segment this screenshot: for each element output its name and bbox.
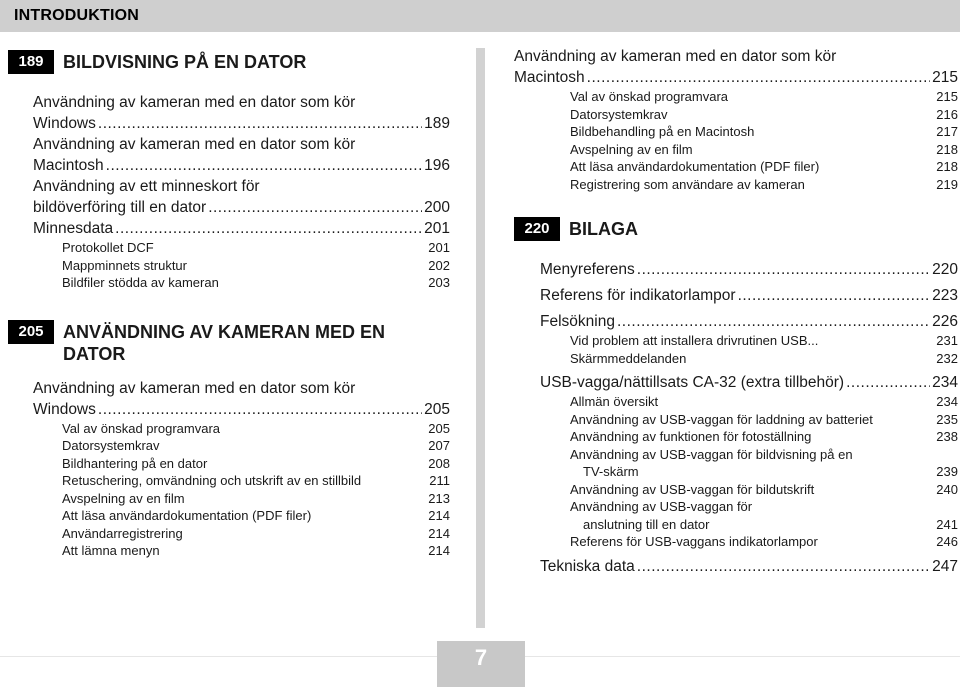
toc-subentry-text: Skärmmeddelanden — [570, 350, 687, 366]
toc-subentry-text: Att läsa användardokumentation (PDF filer) — [62, 508, 312, 523]
leader-dots — [208, 197, 422, 218]
toc-subentry-text: Att lämna menyn — [62, 543, 160, 558]
page-number-box — [437, 641, 525, 687]
toc-entry-text: Felsökning — [540, 313, 615, 330]
toc-subentry-text: Användning av funktionen för fotoställning — [570, 429, 812, 444]
toc-entry-page: 201 — [424, 220, 450, 237]
section-title-continued: DATOR — [63, 343, 126, 364]
leader-dots — [637, 556, 930, 577]
toc-entry-text: Macintosh — [33, 157, 104, 174]
toc-entry-text: bildöverföring till en dator — [33, 199, 207, 216]
toc-subentry[interactable] — [514, 176, 958, 194]
section-page-badge: 189 — [8, 50, 54, 74]
toc-entry[interactable] — [514, 46, 958, 193]
toc-subentry[interactable] — [514, 106, 958, 124]
toc-subentry-page: 214 — [428, 543, 450, 558]
toc-subentry-page: 208 — [428, 455, 450, 471]
toc-subentry-page: 211 — [429, 473, 450, 488]
section-header-bar — [0, 0, 960, 32]
toc-entry-page: 220 — [932, 261, 958, 278]
leader-dots — [846, 372, 930, 393]
section-title: BILAGA — [569, 219, 638, 239]
toc-entry-page: 200 — [424, 199, 450, 216]
toc-subentry-text: Bildhantering på en dator — [62, 455, 208, 471]
toc-entry-page: 247 — [932, 557, 958, 575]
toc-subentry-text: Val av önskad programvara — [62, 420, 221, 436]
toc-subentry-text-continued: TV-skärm — [583, 464, 639, 479]
toc-subentry[interactable] — [8, 525, 450, 543]
toc-subentry-page: 214 — [428, 508, 450, 523]
toc-entry-text: USB-vagga/nättillsats CA-32 (extra tillbehör) — [540, 374, 845, 391]
toc-entry[interactable] — [8, 378, 450, 560]
toc-subentry-text: Retuschering, omvändning och utskrift av en stillbild — [62, 473, 362, 488]
toc-subentry[interactable] — [8, 239, 450, 257]
toc-subentry-page: 241 — [936, 516, 958, 532]
toc-subentry[interactable] — [8, 420, 450, 438]
toc-entry-page: 196 — [424, 157, 450, 174]
toc-entry[interactable] — [514, 259, 958, 280]
toc-subentry[interactable] — [514, 393, 958, 411]
toc-subentry-text: Att läsa användardokumentation (PDF filer) — [570, 159, 820, 174]
page-number: 7 — [474, 645, 488, 670]
toc-subentry-text: Datorsystemkrav — [570, 106, 668, 122]
toc-subentry[interactable] — [8, 542, 450, 560]
toc-subentry-page: 215 — [936, 89, 958, 104]
toc-subentry-page: 216 — [936, 106, 958, 122]
toc-entry-page: 226 — [932, 313, 958, 330]
toc-subentry-text: Referens för USB-vaggans indikatorlampor — [570, 534, 818, 549]
section-page-badge: 220 — [514, 217, 560, 241]
toc-subentry-page: 218 — [936, 141, 958, 157]
toc-subentry-page: 240 — [936, 481, 958, 497]
toc-subentry[interactable] — [514, 428, 958, 446]
toc-section-heading — [8, 50, 450, 78]
toc-subentry-text: Användning av USB-vaggan för bildvisning på en — [570, 446, 853, 462]
toc-entry-text: Macintosh — [514, 69, 585, 86]
toc-subentry[interactable] — [8, 507, 450, 525]
toc-entry-first-line: Användning av ett minneskort för — [33, 178, 260, 195]
toc-subentry-page: 202 — [428, 257, 450, 273]
toc-subentry-page: 214 — [428, 525, 450, 541]
toc-left-column — [8, 48, 450, 560]
toc-subentry-page: 234 — [936, 394, 958, 409]
toc-entry[interactable] — [8, 218, 450, 292]
toc-entry-page: 205 — [424, 400, 450, 418]
toc-subentry-text: Datorsystemkrav — [62, 438, 160, 453]
toc-subentry[interactable] — [514, 332, 958, 350]
toc-subentry[interactable] — [514, 350, 958, 368]
toc-subentry-page: 207 — [428, 438, 450, 453]
toc-subentry-text: Avspelning av en film — [570, 141, 693, 157]
leader-dots — [98, 399, 422, 420]
toc-entry-text: Referens för indikatorlampor — [540, 287, 736, 304]
toc-subentry[interactable] — [8, 490, 450, 508]
section-title: ANVÄNDNING AV KAMERAN MED EN — [63, 321, 386, 342]
toc-subentry-text: Registrering som användare av kameran — [570, 176, 805, 192]
toc-subentry-text: Vid problem att installera drivrutinen USB... — [570, 333, 819, 348]
toc-entry-text: Tekniska data — [540, 557, 635, 575]
toc-subentry[interactable] — [8, 257, 450, 275]
toc-entry-text: Menyreferens — [540, 261, 635, 278]
column-divider — [476, 48, 485, 628]
toc-subentry[interactable] — [514, 123, 958, 141]
toc-subentry[interactable] — [514, 498, 958, 533]
toc-entry[interactable] — [514, 285, 958, 306]
toc-subentry-page: 238 — [936, 429, 958, 444]
toc-subentry[interactable] — [514, 158, 958, 176]
toc-subentry-page: 235 — [936, 411, 958, 427]
toc-subentry-page: 213 — [428, 490, 450, 506]
toc-subentry[interactable] — [514, 481, 958, 499]
toc-entry-text: Minnesdata — [33, 220, 114, 237]
toc-subentry[interactable] — [8, 274, 450, 292]
toc-subentry[interactable] — [514, 88, 958, 106]
toc-subentry[interactable] — [514, 411, 958, 429]
section-page-badge: 205 — [8, 320, 54, 344]
toc-entry-first-line: Användning av kameran med en dator som kör — [33, 379, 356, 397]
toc-subentry-page: 232 — [936, 350, 958, 366]
toc-subentry-text: Bildbehandling på en Macintosh — [570, 124, 755, 139]
toc-subentry[interactable] — [8, 472, 450, 490]
toc-subentry[interactable] — [514, 446, 958, 481]
leader-dots — [115, 218, 422, 239]
toc-entry[interactable] — [8, 134, 450, 176]
toc-subentry-text-continued: anslutning till en dator — [583, 516, 710, 532]
toc-subentry-page: 217 — [936, 124, 958, 139]
toc-subentry-page: 219 — [936, 176, 958, 192]
toc-entry-first-line: Användning av kameran med en dator som kör — [33, 94, 356, 111]
toc-subentry-page: 205 — [428, 420, 450, 436]
toc-right-column — [514, 46, 958, 577]
toc-subentry-text: Användarregistrering — [62, 525, 183, 541]
toc-entry[interactable] — [514, 556, 958, 577]
toc-subentry-text: Mappminnets struktur — [62, 257, 187, 273]
toc-entry-text: Windows — [33, 400, 96, 418]
toc-entry-page: 215 — [932, 69, 958, 86]
leader-dots — [106, 155, 422, 176]
toc-subentry-text: Val av önskad programvara — [570, 89, 729, 104]
toc-subentry-page: 239 — [936, 464, 958, 479]
toc-entry-page: 223 — [932, 287, 958, 304]
toc-subentry-text: Avspelning av en film — [62, 490, 185, 506]
toc-subentry-page: 231 — [936, 333, 958, 348]
toc-subentry[interactable] — [8, 437, 450, 455]
toc-entry-page: 189 — [424, 115, 450, 132]
toc-entry[interactable] — [8, 176, 450, 218]
toc-entry[interactable] — [514, 372, 958, 551]
toc-subentry-text: Användning av USB-vaggan för — [570, 499, 753, 514]
toc-subentry[interactable] — [514, 141, 958, 159]
toc-subentry-text: Protokollet DCF — [62, 240, 154, 255]
toc-subentry-text: Bildfiler stödda av kameran — [62, 275, 219, 290]
section-header-label: INTRODUKTION — [14, 7, 140, 24]
leader-dots — [738, 285, 931, 306]
toc-entry-text: Windows — [33, 115, 96, 132]
toc-subentry-text: Användning av USB-vaggan för laddning av batteriet — [570, 411, 873, 427]
leader-dots — [637, 259, 930, 280]
toc-entry-page: 234 — [932, 374, 958, 391]
leader-dots — [617, 311, 930, 332]
toc-subentry-page: 246 — [936, 534, 958, 549]
toc-subentry-page: 203 — [428, 275, 450, 290]
toc-subentry-page: 201 — [428, 240, 450, 255]
toc-entry[interactable] — [8, 92, 450, 134]
toc-entry-first-line: Användning av kameran med en dator som kör — [33, 136, 356, 153]
toc-subentry[interactable] — [8, 455, 450, 473]
leader-dots — [98, 113, 422, 134]
toc-entry[interactable] — [514, 311, 958, 367]
toc-subentry-text: Användning av USB-vaggan för bildutskrift — [570, 481, 815, 497]
toc-section-heading — [514, 217, 958, 245]
toc-subentry-page: 218 — [936, 159, 958, 174]
leader-dots — [587, 67, 930, 88]
toc-subentry[interactable] — [514, 533, 958, 551]
toc-subentry-text: Allmän översikt — [570, 394, 659, 409]
toc-section-heading — [8, 320, 450, 368]
toc-entry-first-line: Användning av kameran med en dator som kör — [514, 48, 837, 65]
section-title: BILDVISNING PÅ EN DATOR — [63, 52, 307, 72]
